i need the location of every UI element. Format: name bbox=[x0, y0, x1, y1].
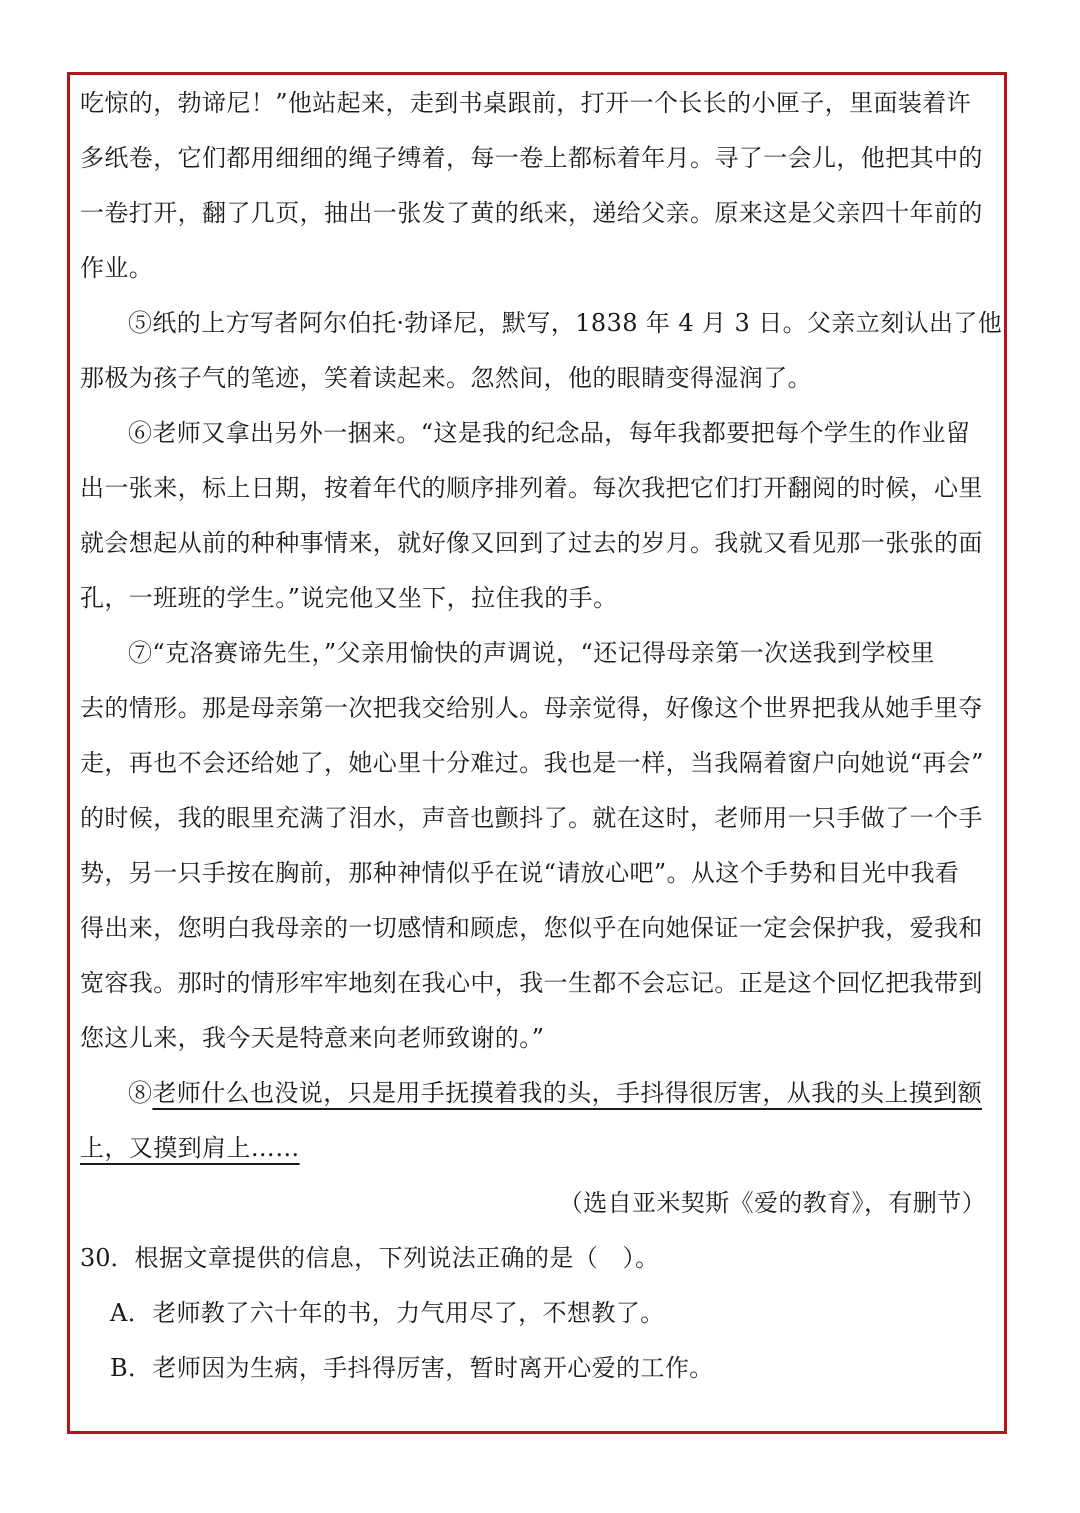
text-line: 的时候，我的眼里充满了泪水，声音也颤抖了。就在这时，老师用一只手做了一个手 bbox=[80, 804, 983, 832]
text-line: 孔，一班班的学生。”说完他又坐下，拉住我的手。 bbox=[80, 584, 618, 612]
option-a: A．老师教了六十年的书，力气用尽了，不想教了。 bbox=[110, 1299, 665, 1327]
passage-content bbox=[80, 76, 1003, 1396]
paragraph-8 bbox=[80, 1066, 1000, 1176]
paragraph-4 bbox=[80, 76, 1000, 296]
text-line: 去的情形。那是母亲第一次把我交给别人。母亲觉得，好像这个世界把我从她手里夺 bbox=[80, 694, 983, 722]
text-line bbox=[80, 1066, 1000, 1121]
source-citation: （选自亚米契斯《爱的教育》，有删节） bbox=[558, 1189, 986, 1217]
question-30 bbox=[80, 1231, 1000, 1286]
text-line: 出一张来，标上日期，按着年代的顺序排列着。每次我把它们打开翻阅的时候，心里 bbox=[80, 474, 983, 502]
text-line bbox=[80, 1121, 1000, 1176]
underlined-text: 老师什么也没说，只是用手抚摸着我的头，手抖得很厉害，从我的头上摸到额 bbox=[152, 1079, 983, 1107]
text-line: ⑦“克洛赛谛先生，”父亲用愉快的声调说，“还记得母亲第一次送我到学校里 bbox=[128, 639, 935, 667]
text-line: 得出来，您明白我母亲的一切感情和顾虑，您似乎在向她保证一定会保护我，爱我和 bbox=[80, 914, 983, 942]
text-line: 作业。 bbox=[80, 254, 154, 282]
option-b: B．老师因为生病，手抖得厉害，暂时离开心爱的工作。 bbox=[110, 1354, 714, 1382]
text-line: ⑥老师又拿出另外一捆来。“这是我的纪念品，每年我都要把每个学生的作业留 bbox=[128, 419, 971, 447]
text-line: 宽容我。那时的情形牢牢地刻在我心中，我一生都不会忘记。正是这个回忆把我带到 bbox=[80, 969, 983, 997]
text-line: 您这儿来，我今天是特意来向老师致谢的。” bbox=[80, 1024, 545, 1052]
text-line: 多纸卷，它们都用细细的绳子缚着，每一卷上都标着年月。寻了一会儿，他把其中的 bbox=[80, 144, 983, 172]
underlined-text: 上，又摸到肩上…… bbox=[80, 1134, 300, 1162]
paragraph-5 bbox=[80, 296, 1003, 406]
text-line: ⑤纸的上方写者阿尔伯托·勃译尼，默写，1838 年 4 月 3 日。父亲立刻认出了他 bbox=[128, 309, 1003, 337]
paragraph-7 bbox=[80, 626, 1000, 1066]
paragraph-marker: ⑧ bbox=[128, 1079, 153, 1107]
text-line: 吃惊的，勃谛尼！”他站起来，走到书桌跟前，打开一个长长的小匣子，里面装着许 bbox=[80, 89, 972, 117]
text-line: 势，另一只手按在胸前，那种神情似乎在说“请放心吧”。从这个手势和目光中我看 bbox=[80, 859, 960, 887]
text-line: 走，再也不会还给她了，她心里十分难过。我也是一样，当我隔着窗户向她说“再会” bbox=[80, 749, 984, 777]
text-line: 就会想起从前的种种事情来，就好像又回到了过去的岁月。我就又看见那一张张的面 bbox=[80, 529, 983, 557]
question-text: 根据文章提供的信息，下列说法正确的是（ ）。 bbox=[134, 1244, 660, 1272]
paragraph-6 bbox=[80, 406, 1000, 626]
text-line: 一卷打开，翻了几页，抽出一张发了黄的纸来，递给父亲。原来这是父亲四十年前的 bbox=[80, 199, 983, 227]
question-number: 30． bbox=[80, 1244, 135, 1272]
text-line: 那极为孩子气的笔迹，笑着读起来。忽然间，他的眼睛变得湿润了。 bbox=[80, 364, 812, 392]
